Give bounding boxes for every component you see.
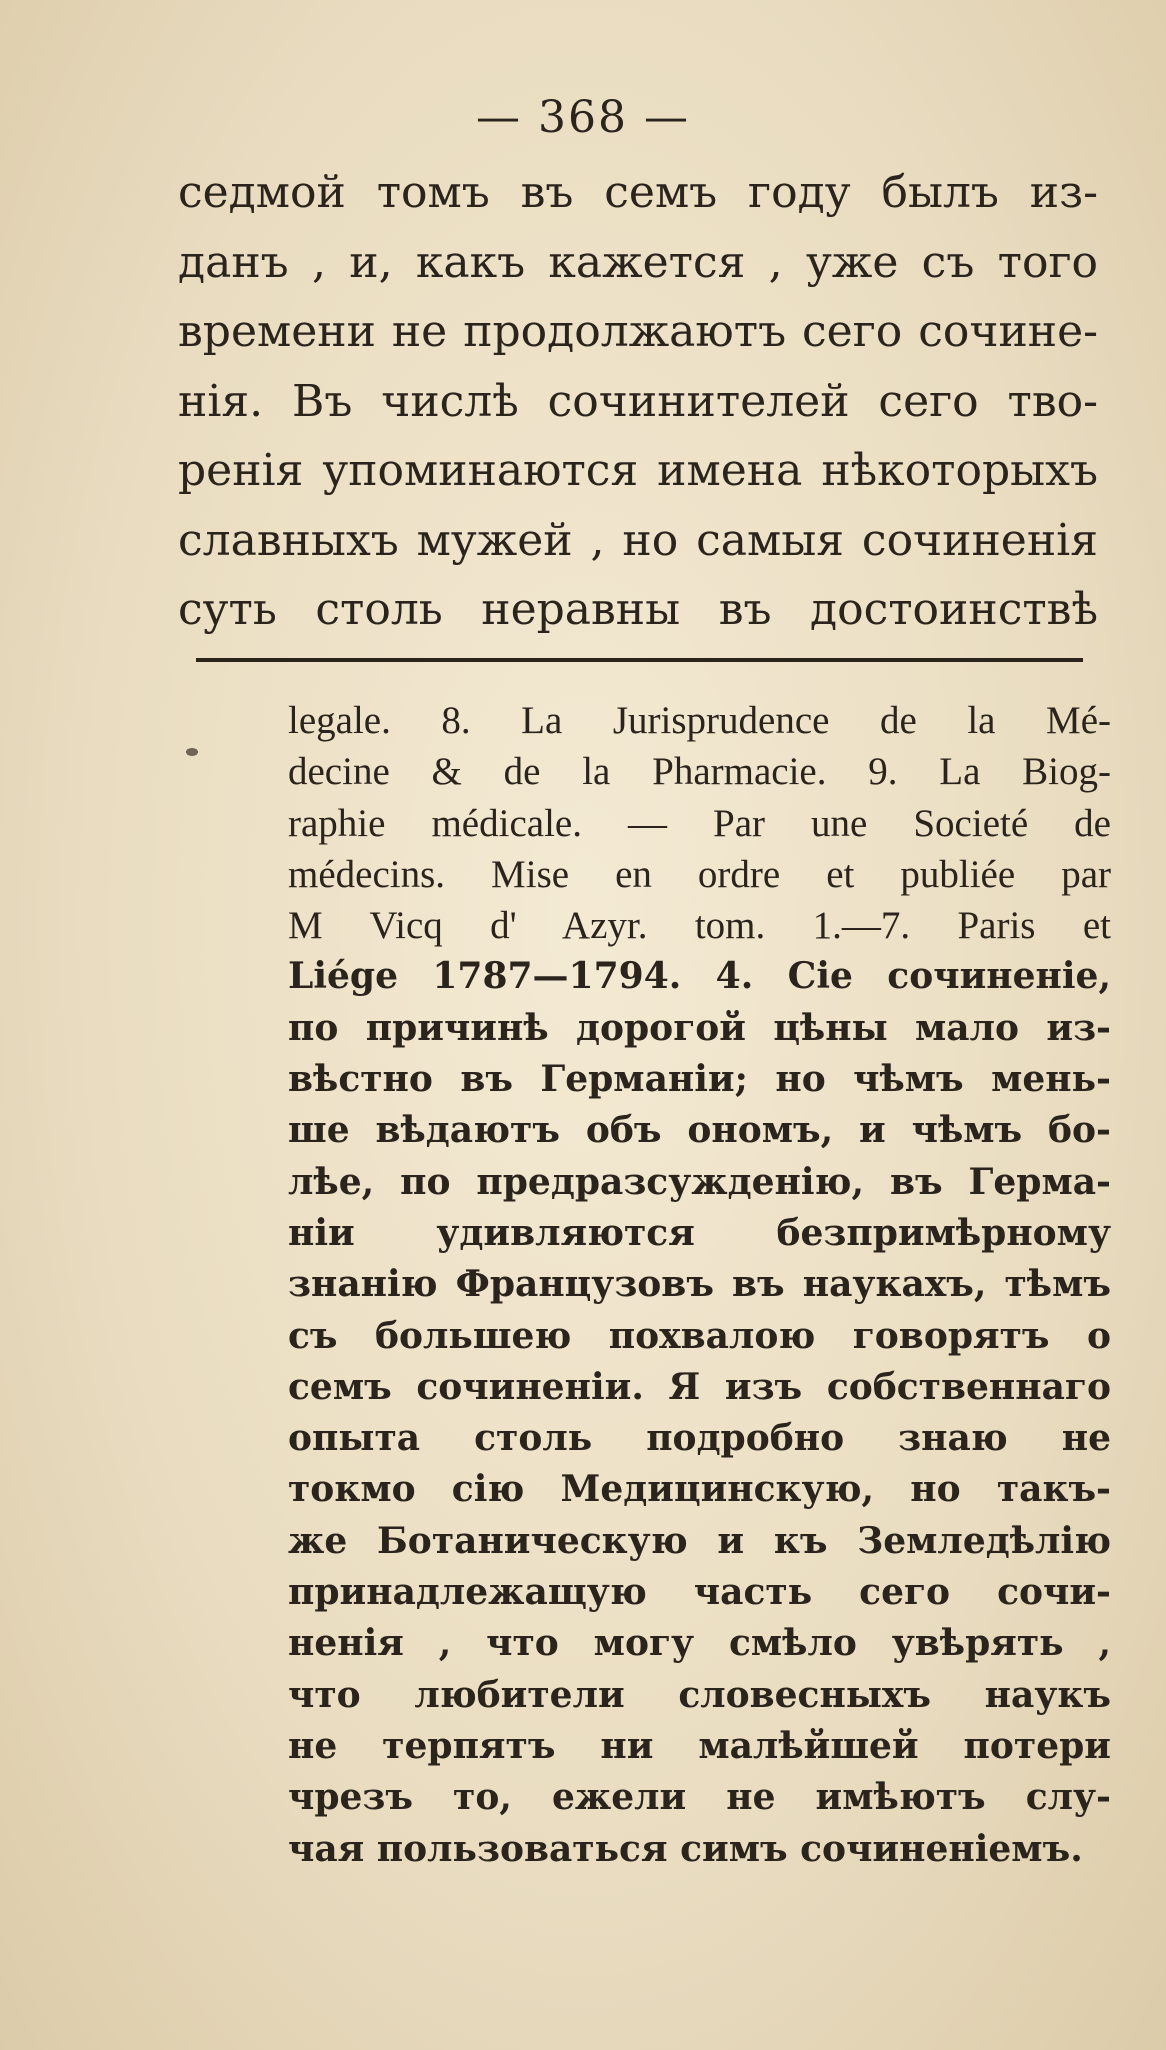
footnote-line: по причинѣ дорогой цѣны мало из- [288, 1006, 1111, 1049]
main-text-line: ренія упоминаются имена нѣкоторыхъ [178, 445, 1098, 496]
footnote-line: вѣстно въ Германіи; но чѣмъ мень- [288, 1058, 1111, 1101]
footnote-divider [196, 658, 1083, 662]
footnote-line: не терпятъ ни малѣйшей потери [288, 1724, 1111, 1767]
main-text-line: нія. Въ числѣ сочинителей сего тво- [178, 375, 1098, 427]
footnote-line: семъ сочиненіи. Я изъ собственнаго [288, 1365, 1111, 1408]
footnote-line: decine & de la Pharmacie. 9. La Biog- [288, 750, 1111, 794]
footnote-line: что любители словесныхъ наукъ [288, 1673, 1111, 1716]
footnote-line: ненія , что могу смѣло увѣрять , [288, 1622, 1111, 1665]
footnote-line: M Vicq d' Azyr. tom. 1.—7. Paris et [288, 904, 1111, 948]
footnote-line: токмо сію Медицинскую, но такъ- [288, 1468, 1111, 1511]
ink-mark [186, 748, 198, 756]
footnote-line: же Ботаническую и къ Земледѣлію [288, 1519, 1111, 1562]
footnote-line: принадлежащую часть сего сочи- [288, 1571, 1111, 1614]
main-text-line: славныхъ мужей , но самыя сочиненія [178, 514, 1098, 566]
main-text-line: времени не продолжаютъ сего сочине- [178, 306, 1098, 357]
main-text [178, 158, 1098, 645]
footnote-line: съ большею похвалою говорятъ о [288, 1314, 1111, 1357]
footnote-line: чая пользоваться симъ сочиненіемъ. [288, 1827, 1083, 1870]
page-number: — 368 — [476, 92, 690, 143]
footnote-line: лѣе, по предразсужденію, въ Герма- [288, 1160, 1111, 1203]
footnote-line: ше вѣдаютъ объ ономъ, и чѣмъ бо- [288, 1109, 1111, 1152]
footnote-line: ніи удивляются безпримѣрному [288, 1211, 1111, 1254]
footnote-line: raphie médicale. — Par une Societé de [288, 801, 1111, 845]
footnote-line: Liége 1787—1794. 4. Cie сочиненіе, [288, 955, 1111, 998]
footnote [288, 695, 1111, 1875]
footnote-line: опыта столь подробно знаю не [288, 1417, 1111, 1460]
footnote-line: знанію Французовъ въ наукахъ, тѣмъ [288, 1263, 1111, 1306]
footnote-line: legale. 8. La Jurisprudence de la Mé- [288, 699, 1111, 742]
footnote-line: чрезъ то, ежели не имѣютъ слу- [288, 1776, 1111, 1819]
footnote-line: médecins. Mise en ordre et publiée par [288, 852, 1111, 896]
main-text-line: седмой томъ въ семъ году былъ из- [178, 167, 1098, 218]
main-text-line: данъ , и, какъ кажется , уже съ того [178, 236, 1098, 288]
main-text-line: суть столь неравны въ достоинствѣ [178, 584, 1098, 635]
